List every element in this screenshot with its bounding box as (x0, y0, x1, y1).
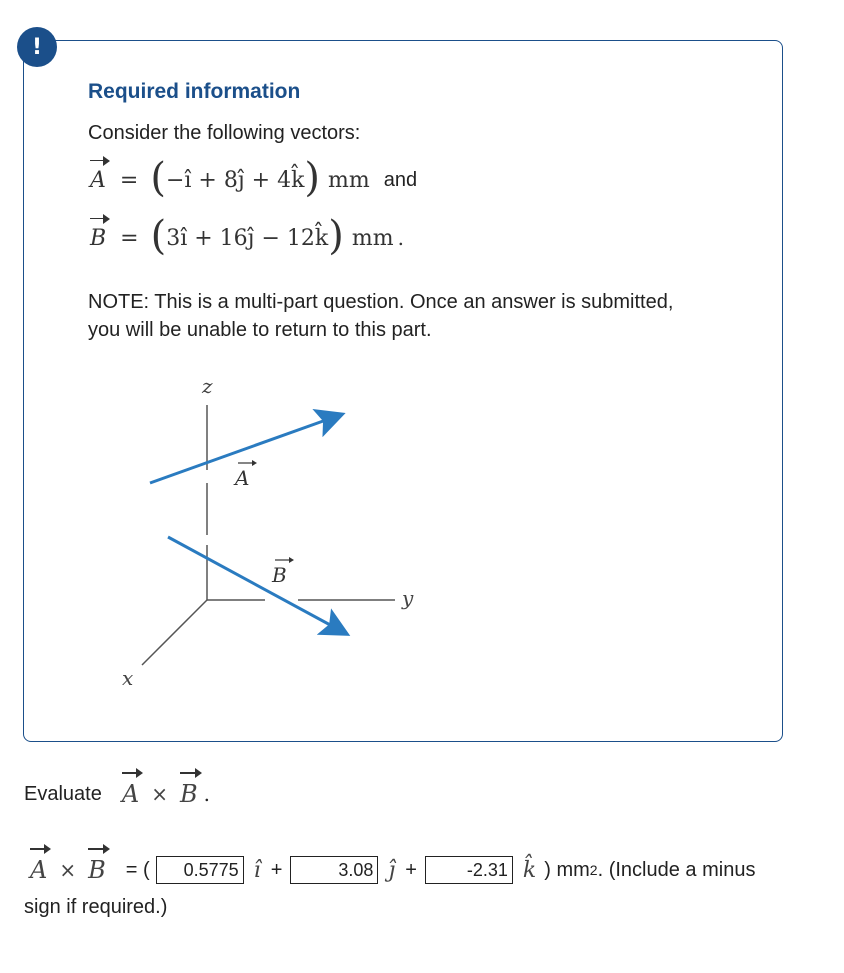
close-paren: ) (328, 213, 344, 259)
vector-b-label-arrowhead (289, 557, 294, 563)
period: . (203, 782, 210, 806)
vector-b-label: B (272, 563, 287, 587)
unit-exponent: 2 (589, 862, 598, 878)
k-hat-symbol: k̂ (522, 857, 537, 883)
and-word: and (383, 168, 418, 191)
evaluate-vector-b: B (179, 780, 198, 808)
i-hat-symbol: î (253, 857, 261, 883)
y-axis-label: y (402, 586, 414, 610)
evaluate-label: Evaluate (24, 782, 102, 805)
equals-open-paren: = ( (125, 858, 150, 881)
vector-a-unit: mm (328, 167, 370, 193)
plus-sign: + (405, 858, 417, 881)
vector-b-unit: mm (351, 225, 394, 251)
x-axis (142, 600, 207, 665)
evaluate-prompt (24, 780, 210, 808)
required-info-heading: Required information (88, 80, 301, 103)
alert-icon: ! (17, 27, 57, 67)
j-component-input[interactable] (290, 856, 378, 884)
answer-vector-a: A (30, 856, 48, 884)
x-axis-label: x (122, 666, 134, 690)
equals-sign: = (119, 167, 139, 193)
period: . (397, 226, 404, 250)
vector-diagram (100, 365, 430, 695)
answer-vector-b: B (88, 856, 106, 884)
evaluate-vector-a: A (121, 780, 140, 808)
close-paren: ) (304, 155, 321, 201)
close-paren-unit: ) mm (544, 858, 590, 881)
z-axis-label: z (202, 374, 213, 398)
vector-b-arrow (168, 537, 345, 633)
vector-a-label-arrowhead (252, 460, 257, 466)
multi-part-note: NOTE: This is a multi-part question. Once an answer is submitted, you will be unable to return to this part. (88, 291, 674, 341)
vector-a-symbol: A (90, 167, 106, 193)
j-hat-symbol: ĵ (388, 857, 396, 883)
answer-row (28, 856, 755, 884)
open-paren: ( (150, 155, 166, 201)
vector-b-symbol: B (90, 225, 107, 251)
equals-sign: = (120, 225, 139, 251)
instruction-text: . (Include a minus (597, 858, 756, 881)
plus-sign: + (270, 858, 283, 881)
vector-b-equation (88, 210, 404, 266)
cross-product-symbol: × (59, 858, 77, 882)
vector-a-components: −î + 8ĵ + 4k̂ (165, 167, 305, 193)
i-component-input[interactable] (156, 856, 244, 884)
cross-product-symbol: × (151, 782, 168, 806)
k-component-input[interactable] (425, 856, 513, 884)
intro-text: Consider the following vectors: (88, 122, 361, 144)
vector-a-equation (88, 152, 417, 208)
instruction-text-wrap: sign if required.) (24, 896, 168, 918)
vector-b-components: 3î + 16ĵ − 12k̂ (166, 225, 329, 251)
vector-a-label: A (235, 466, 250, 490)
open-paren: ( (150, 213, 167, 259)
